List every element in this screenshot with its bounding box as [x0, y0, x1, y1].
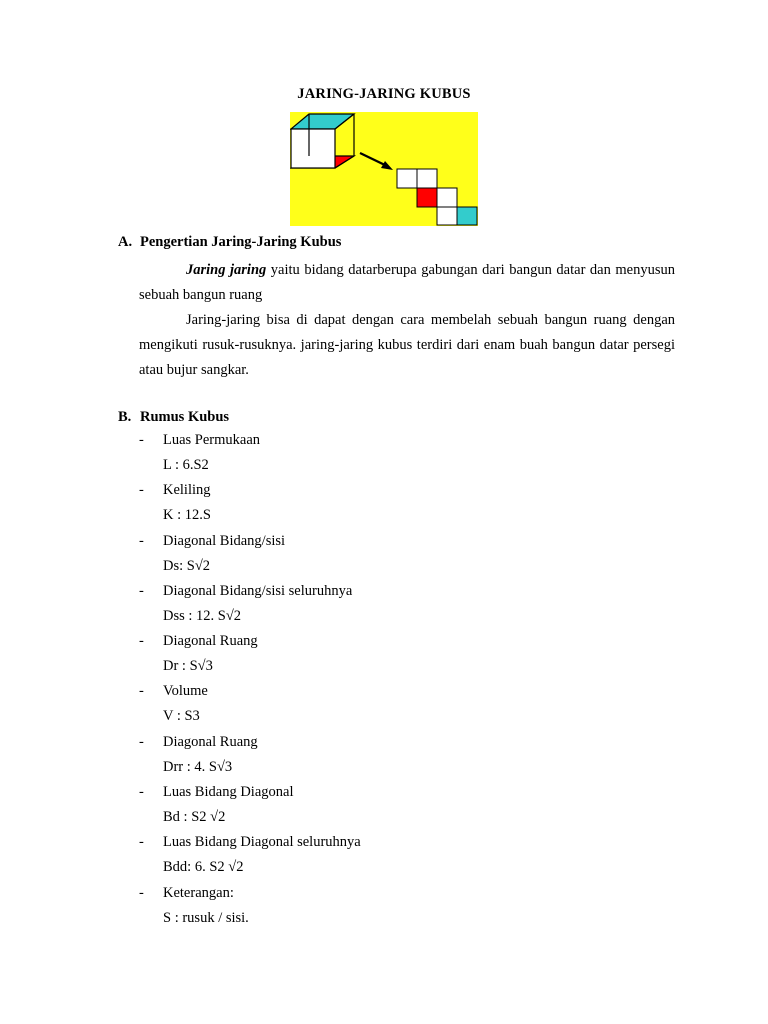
- list-item: [118, 432, 678, 482]
- formula-text: Dr : S√3: [163, 658, 213, 675]
- section-a-heading: [118, 234, 341, 251]
- net-square-cyan: [457, 207, 477, 225]
- formula-text: Bd : S2 √2: [163, 809, 226, 826]
- section-b-letter: B.: [118, 409, 132, 425]
- section-b-heading: [118, 409, 229, 426]
- cube-net-figure: [290, 112, 478, 226]
- section-b-title: Rumus Kubus: [140, 409, 230, 425]
- term-jaring-jaring: Jaring jaring: [186, 262, 267, 278]
- net-square: [417, 169, 437, 188]
- formula-text: V : S3: [163, 708, 200, 725]
- formula-label: Luas Bidang Diagonal seluruhnya: [163, 834, 361, 851]
- formula-label: Diagonal Ruang: [163, 633, 258, 650]
- section-a-paragraph-2: [139, 308, 675, 383]
- formula-text: L : 6.S2: [163, 457, 209, 473]
- formula-label: Diagonal Ruang: [163, 733, 258, 750]
- paragraph-1-text: yaitu bidang datarberupa gabungan dari bangun datar dan menyusun sebuah bangun ruang: [139, 262, 676, 303]
- net-square-red: [417, 188, 437, 207]
- list-dash: -: [139, 733, 144, 750]
- list-dash: -: [139, 532, 144, 549]
- formula-label: Luas Bidang Diagonal: [163, 784, 294, 801]
- paragraph-2-text: Jaring-jaring bisa di dapat dengan cara membelah sebuah bangun ruang dengan mengikuti rusuk-rusuknya. jaring-jaring kubus terdiri dari enam buah bangun datar persegi atau bujur sangkar.: [139, 312, 675, 378]
- list-dash: -: [139, 784, 144, 801]
- formula-label: Luas Permukaan: [163, 432, 261, 448]
- formula-text: Bdd: 6. S2 √2: [163, 859, 244, 876]
- net-square: [437, 207, 457, 225]
- list-item: [118, 533, 678, 583]
- formula-label: Diagonal Bidang/sisi seluruhnya: [163, 582, 353, 599]
- formula-label: Diagonal Bidang/sisi: [163, 532, 286, 549]
- list-item: [118, 482, 678, 532]
- list-dash: -: [139, 582, 144, 599]
- list-item: [118, 683, 678, 733]
- formula-text: Ds: S√2: [163, 557, 211, 574]
- formula-list: [118, 432, 678, 935]
- list-dash: -: [139, 884, 144, 901]
- list-dash: -: [139, 482, 144, 499]
- formula-label: Volume: [163, 683, 208, 700]
- formula-label: Keliling: [163, 482, 211, 499]
- list-dash: -: [139, 683, 144, 700]
- formula-label: Keterangan:: [163, 884, 234, 901]
- page-title: JARING-JARING KUBUS: [297, 86, 471, 102]
- section-a-paragraph-1: [139, 258, 675, 308]
- section-a-title: Pengertian Jaring-Jaring Kubus: [140, 234, 342, 250]
- list-item: [118, 633, 678, 683]
- formula-text: Drr : 4. S√3: [163, 758, 233, 775]
- list-dash: -: [139, 432, 144, 448]
- list-item: [118, 784, 678, 834]
- cube-front-face: [291, 129, 335, 168]
- cube-net-illustration: [290, 112, 478, 226]
- list-dash: -: [139, 834, 144, 851]
- net-square: [437, 188, 457, 207]
- formula-text: K : 12.S: [163, 507, 211, 524]
- list-item: [118, 734, 678, 784]
- list-dash: -: [139, 633, 144, 650]
- formula-text: Dss : 12. S√2: [163, 607, 242, 624]
- list-item: [118, 885, 678, 935]
- list-item: [118, 834, 678, 884]
- list-item: [118, 583, 678, 633]
- net-square: [397, 169, 417, 188]
- arrow-icon: [360, 153, 387, 166]
- formula-text: S : rusuk / sisi.: [163, 909, 249, 926]
- section-a-letter: A.: [118, 234, 133, 250]
